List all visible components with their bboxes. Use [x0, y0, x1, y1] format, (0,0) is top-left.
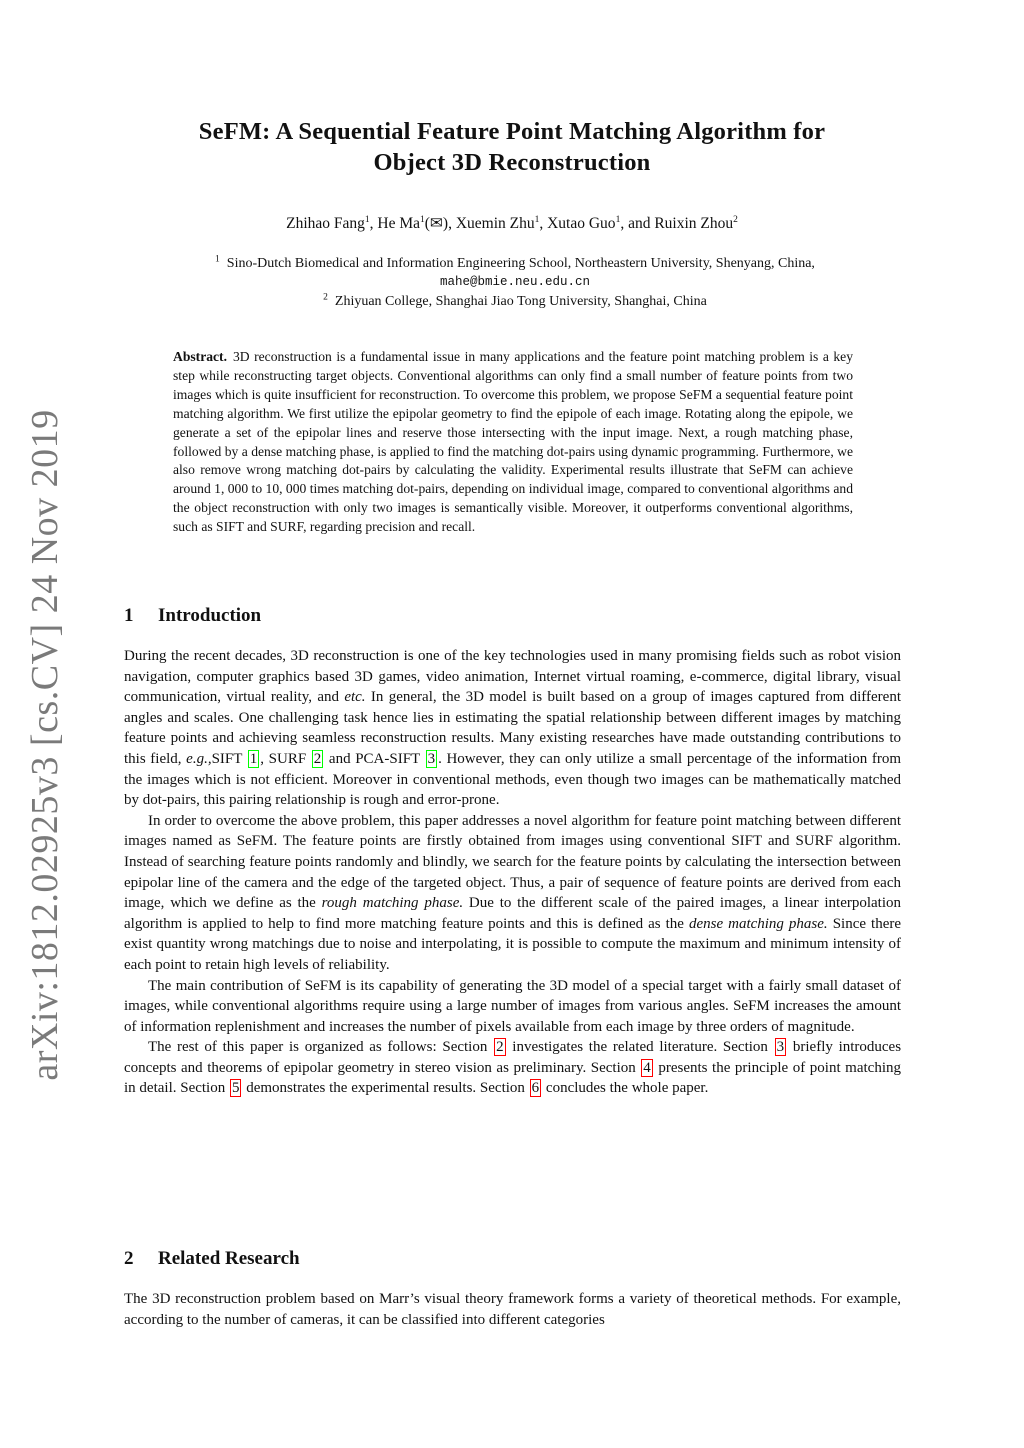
- citation-link[interactable]: 2: [313, 750, 322, 767]
- section-link[interactable]: 4: [643, 1059, 651, 1076]
- paragraph: The rest of this paper is organized as follows: Section 2 investigates the related literature. Section 3 briefly introduces concepts and theorems of epipolar geometry in stereo vision as preliminary. Section 4 presents the principle of point matching in detail. Section 5 demonstrates the experimental results. Section 6 concludes the whole paper.: [124, 1039, 902, 1097]
- author-affiliation-mark: 1: [534, 214, 540, 225]
- abstract-text: 3D reconstruction is a fundamental issue in many applications and the feature point matching problem is a key step while reconstructing target objects. Conventional algorithms can only find a small number of feature points from two images which is quite insufficient for reconstruction. To overcome this problem, we propose SeFM a sequential feature point matching algorithm. We first utilize the epipolar geometry to find the epipole of each image. Rotating along the epipole, we generate a set of the epipolar lines and reserve those intersecting with the input image. Next, a rough matching phase, followed by a dense matching phase, is applied to find the matching dot-pairs using dynamic programming. Furthermore, we also remove wrong matching dot-pairs by calculating the validity. Experimental results illustrate that SeFM can achieve around 1, 000 to 10, 000 times matching dot-pairs, depending on individual image, compared to conventional algorithms and the object reconstruction with only two images is semantically visible. Moreover, it outperforms conventional algorithms, such as SIFT and SURF, regarding precision and recall.: [173, 349, 853, 535]
- author-name: Xutao Guo: [547, 215, 616, 232]
- introduction-body: [124, 646, 901, 1099]
- author-list: Zhihao Fang$^1$, He Ma$^1$(✉), Xuemin Zhu$^1$, Xutao Guo$^1$, and Ruixin Zhou$^2$: [286, 214, 738, 232]
- related-research-body: [124, 1289, 901, 1330]
- affiliation-2: $^2$ Zhiyuan College, Shanghai Jiao Tong University, Shanghai, China: [323, 292, 707, 309]
- paragraph: The 3D reconstruction problem based on Marr’s visual theory framework forms a variety of theoretical methods. For example, according to the number of cameras, it can be classified into different categories: [124, 1291, 901, 1328]
- author-affiliation-mark: 1: [615, 214, 621, 225]
- paper-title: [112, 116, 912, 178]
- affiliation-1: $^1$ Sino-Dutch Biomedical and Information Engineering School, Northeastern University, Shenyang, China,: [215, 254, 815, 271]
- section-heading-related-research: 2 Related Research: [124, 1248, 300, 1269]
- author-name: Xuemin Zhu: [455, 215, 535, 232]
- contact-email[interactable]: mahe@bmie.neu.edu.cn: [439, 275, 591, 289]
- author-affiliation-mark: 2: [733, 214, 738, 225]
- citation-link[interactable]: 1: [249, 750, 258, 767]
- paragraph: The main contribution of SeFM is its capability of generating the 3D model of a special target with a fairly small dataset of images, while conventional algorithms require using a large number of images from various angles. SeFM increases the amount of information replenishment and increases the number of pixels available from each image by three orders of magnitude.: [124, 977, 901, 1035]
- title-line-1: SeFM: A Sequential Feature Point Matching Algorithm for: [198, 118, 826, 145]
- author-affiliation-mark: 1: [364, 214, 370, 225]
- author-name: He Ma: [377, 215, 421, 232]
- section-link[interactable]: 5: [231, 1080, 240, 1097]
- author-affiliation-mark: 1: [420, 214, 425, 225]
- affiliations: [140, 254, 890, 311]
- author-name: and Ruixin Zhou: [628, 215, 734, 232]
- section-link[interactable]: 2: [496, 1039, 504, 1056]
- abstract-label: Abstract.: [173, 349, 227, 364]
- title-line-2: Object 3D Reconstruction: [373, 149, 651, 176]
- section-heading-introduction: 1 Introduction: [124, 605, 262, 626]
- section-link[interactable]: 3: [776, 1039, 785, 1056]
- citation-link[interactable]: 3: [427, 750, 436, 767]
- author-name: Zhihao Fang: [286, 215, 365, 232]
- corresponding-author-envelope-icon: (✉): [424, 215, 449, 232]
- arxiv-identifier[interactable]: arXiv:1812.02925v3 [cs.CV] 24 Nov 2019: [24, 409, 66, 1081]
- paragraph: In order to overcome the above problem, this paper addresses a novel algorithm for feature point matching between different images named as SeFM. The feature points are firstly obtained from images using conventional SIFT and SURF algorithm. Instead of searching feature points randomly and blindly, we search for the feature points by calculating the intersection between epipolar line of the camera and the edge of the targeted object. Thus, a pair of sequence of feature points are derived from each image, which we define as the rough matching phase. Due to the different scale of the paired images, a linear interpolation algorithm is applied to help to find more matching feature points and this is defined as the dense matching phase. Since there exist quantity wrong matchings due to noise and interpolating, it is possible to compute the maximum and minimum intensity of each point to retain high levels of reliability.: [124, 812, 902, 973]
- section-link[interactable]: 6: [531, 1080, 540, 1097]
- abstract: [173, 348, 853, 537]
- paragraph: During the recent decades, 3D reconstruction is one of the key technologies used in many promising fields such as robot vision navigation, computer graphics based 3D games, video animation, Internet virtual roaming, e-commerce, digital library, visual communication, virtual reality, and etc. In general, the 3D model is built based on a group of images captured from different angles and scales. One challenging task hence lies in estimating the spatial relationship between different images by matching feature points and achieving seamless reconstruction results. Many existing researches have made outstanding contributions to this field, e.g.,SIFT 1 , SURF 2 and PCA-SIFT 3 . However, they can only utilize a small percentage of the information from the images which is not efficient. Moreover in conventional methods, even though two images can be mathematically matched by dot-pairs, this pairing relationship is rough and error-prone.: [124, 648, 902, 809]
